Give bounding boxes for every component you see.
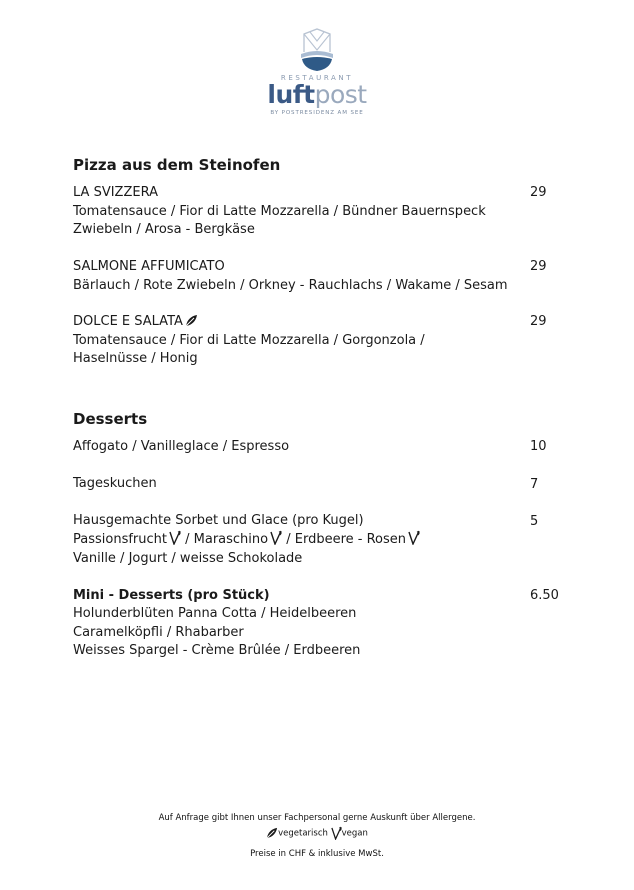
dessert-item-name: Mini - Desserts (pro Stück) bbox=[73, 588, 270, 603]
logo-emblem-icon bbox=[300, 28, 334, 72]
diet-legend bbox=[0, 826, 634, 840]
dessert-item-description: Caramelköpfli / Rhabarber bbox=[73, 625, 244, 640]
logo-restaurant-label: RESTAURANT bbox=[280, 74, 354, 82]
pizza-item-row bbox=[73, 312, 198, 331]
pizza-item-name: LA SVIZZERA bbox=[73, 185, 158, 200]
dessert-item-description: Weisses Spargel - Crème Brûlée / Erdbeeren bbox=[73, 643, 361, 658]
pizza-item-description: Bärlauch / Rote Zwiebeln / Orkney - Rauchlachs / Wakame / Sesam bbox=[73, 278, 508, 293]
vegetarian-leaf-icon bbox=[266, 827, 278, 839]
vegetarian-leaf-icon bbox=[185, 314, 198, 327]
legend-vegan-label: vegan bbox=[341, 828, 368, 839]
pizza-item-price: 29 bbox=[530, 259, 547, 274]
vegan-v-icon bbox=[169, 530, 181, 545]
restaurant-logo bbox=[0, 28, 634, 116]
pizza-item-name: SALMONE AFFUMICATO bbox=[73, 259, 225, 274]
pizza-item-name: DOLCE E SALATA bbox=[73, 314, 183, 329]
dessert-flavors-row: Passionsfrucht / Maraschino / Erdbeere - Rosen bbox=[73, 530, 420, 549]
dessert-item-name: Affogato / Vanilleglace / Espresso bbox=[73, 439, 290, 454]
dessert-item-description: Vanille / Jogurt / weisse Schokolade bbox=[73, 551, 303, 566]
vegan-v-icon bbox=[270, 530, 282, 545]
pizza-item-price: 29 bbox=[530, 185, 547, 200]
allergen-note: Auf Anfrage gibt Ihnen unser Fachpersonal gerne Auskunft über Allergene. bbox=[158, 813, 476, 823]
dessert-item-price: 5 bbox=[530, 514, 539, 529]
pizza-item-description: Tomatensauce / Fior di Latte Mozzarella / Gorgonzola / bbox=[73, 333, 425, 348]
pizza-item-description: Zwiebeln / Arosa - Bergkäse bbox=[73, 222, 255, 237]
dessert-item-name: Hausgemachte Sorbet und Glace (pro Kugel) bbox=[73, 513, 364, 528]
logo-tagline: BY POSTRESIDENZ AM SEE bbox=[270, 110, 364, 116]
dessert-item-description: Holunderblüten Panna Cotta / Heidelbeeren bbox=[73, 606, 357, 621]
dessert-item-name: Tageskuchen bbox=[73, 476, 157, 491]
pizza-item-description: Tomatensauce / Fior di Latte Mozzarella / Bündner Bauernspeck bbox=[73, 204, 486, 219]
dessert-item-price: 6.50 bbox=[530, 588, 559, 603]
dessert-item-price: 7 bbox=[530, 477, 539, 492]
vegan-v-icon bbox=[331, 826, 342, 840]
pizza-item-description: Haselnüsse / Honig bbox=[73, 351, 198, 366]
section-title-desserts: Desserts bbox=[73, 410, 148, 428]
dessert-item-price: 10 bbox=[530, 439, 547, 454]
legend-vegetarian-label: vegetarisch bbox=[278, 828, 328, 839]
section-title-pizza: Pizza aus dem Steinofen bbox=[73, 156, 281, 174]
price-note: Preise in CHF & inklusive MwSt. bbox=[250, 849, 384, 859]
vegan-v-icon bbox=[408, 530, 420, 545]
logo-wordmark: luftpost bbox=[267, 80, 367, 109]
pizza-item-price: 29 bbox=[530, 314, 547, 329]
